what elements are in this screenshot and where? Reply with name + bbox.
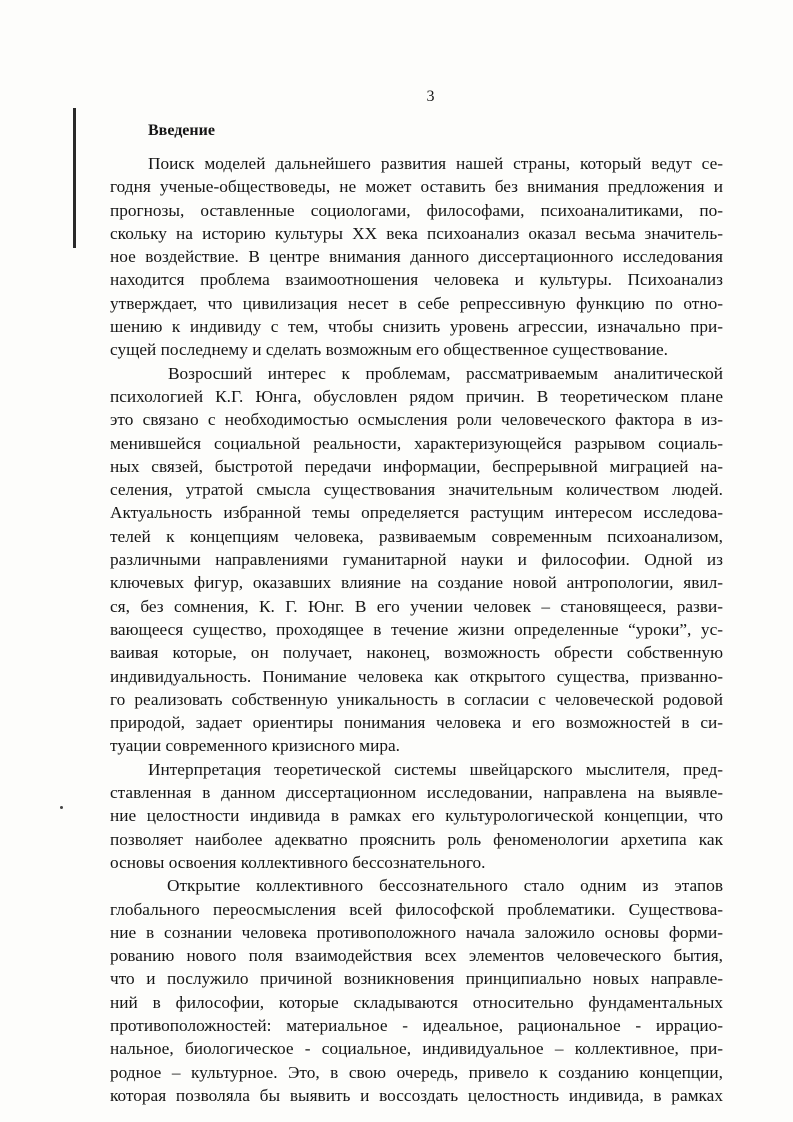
text-line: Актуальность избранной темы определяется растущим интересом исследова- — [110, 503, 723, 523]
text-line: годня ученые-обществоведы, не может оставить без внимания предложения и — [110, 177, 723, 197]
text-line: Поиск моделей дальнейшего развития нашей страны, который ведут се- — [148, 154, 723, 173]
text-line: Интерпретация теоретической системы швейцарского мыслителя, пред- — [148, 759, 723, 779]
text-line: туации современного кризисного мира. — [110, 736, 400, 756]
text-line: Возросший интерес к проблемам, рассматриваемым аналитической — [168, 363, 723, 383]
text-line: ние целостности индивида в рамках его культурологической концепции, что — [110, 806, 723, 826]
text-line: вающееся существо, проходящее в течение жизни определенные “уроки”, ус- — [110, 619, 723, 639]
text-line: Открытие коллективного бессознательного стало одним из этапов — [167, 876, 723, 896]
text-line: психологией К.Г. Юнга, обусловлен рядом причин. В теоретическом плане — [110, 386, 723, 406]
text-line: природой, задает ориентиры понимания человека и его возможностей в си- — [110, 713, 723, 733]
page-number: 3 — [426, 88, 435, 105]
text-line: телей к концепциям человека, развиваемым современным психоанализом, — [110, 526, 723, 546]
text-line: находится проблема взаимоотношения человека и культуры. Психоанализ — [110, 270, 723, 290]
text-line: скольку на историю культуры XX века психоанализ оказал весьма значитель- — [110, 223, 723, 243]
text-line: го реализовать собственную уникальность в согласии с человеческой родовой — [110, 689, 723, 709]
text-line: ных связей, быстротой передачи информации, беспрерывной миграцией на- — [110, 456, 723, 476]
text-line: утверждает, что цивилизация несет в себе репрессивную функцию по отно- — [110, 293, 723, 313]
text-line: это связано с необходимостью осмысления роли человеческого фактора в из- — [110, 410, 723, 430]
text-line: ставленная в данном диссертационном исследовании, направлена на выявле- — [110, 783, 723, 803]
scan-margin-mark — [73, 108, 76, 248]
text-line: шению к индивиду с тем, чтобы снизить уровень агрессии, изначально при- — [110, 317, 723, 337]
text-line: противоположностей: материальное - идеальное, рациональное - иррацио- — [110, 1015, 723, 1035]
text-line: различными направлениями гуманитарной науки и философии. Одной из — [110, 550, 723, 570]
paragraph — [110, 874, 723, 1107]
text-line: сущей последнему и сделать возможным его общественное существование. — [110, 340, 668, 360]
paragraph — [110, 758, 723, 874]
text-line: ние в сознании человека противоположного начала заложило основы форми- — [110, 922, 723, 942]
text-line: ваивая которые, он получает, наконец, возможность обрести собственную — [110, 643, 723, 663]
text-line: ся, без сомнения, К. Г. Юнг. В его учении человек – становящееся, разви- — [110, 596, 723, 616]
text-line: нальное, биологическое - социальное, индивидуальное – коллективное, при- — [110, 1039, 723, 1059]
paragraph — [110, 362, 723, 758]
text-line: рованию нового поля взаимодействия всех элементов человеческого бытия, — [110, 946, 723, 966]
paragraph — [110, 152, 723, 362]
section-heading: Введение — [148, 122, 215, 139]
text-line: ний в философии, которые складываются относительно фундаментальных — [110, 992, 723, 1012]
text-line: родное – культурное. Это, в свою очередь, привело к созданию концепции, — [110, 1062, 723, 1082]
text-line: которая позволяла бы выявить и воссоздать целостность индивида, в рамках — [110, 1085, 723, 1105]
scan-dot-mark — [60, 806, 63, 809]
text-line: что и послужило причиной возникновения принципиально новых направле- — [110, 969, 723, 989]
text-line: менившейся социальной реальности, характеризующейся разрывом социаль- — [110, 433, 723, 453]
text-line: прогнозы, оставленные социологами, философами, психоаналитиками, по- — [110, 200, 723, 220]
text-line: глобального переосмысления всей философской проблематики. Существова- — [110, 899, 723, 919]
text-line: ное воздействие. В центре внимания данного диссертационного исследования — [110, 247, 723, 267]
text-line: селения, утратой смысла существования значительным количеством людей. — [110, 480, 723, 500]
text-line: основы освоения коллективного бессознательного. — [110, 852, 486, 872]
text-line: позволяет наиболее адекватно прояснить роль феноменологии архетипа как — [110, 829, 723, 849]
body-text — [110, 152, 723, 1107]
text-line: индивидуальность. Понимание человека как открытого существа, призванно- — [110, 666, 723, 686]
text-line: ключевых фигур, оказавших влияние на создание новой антропологии, явил- — [110, 573, 723, 593]
